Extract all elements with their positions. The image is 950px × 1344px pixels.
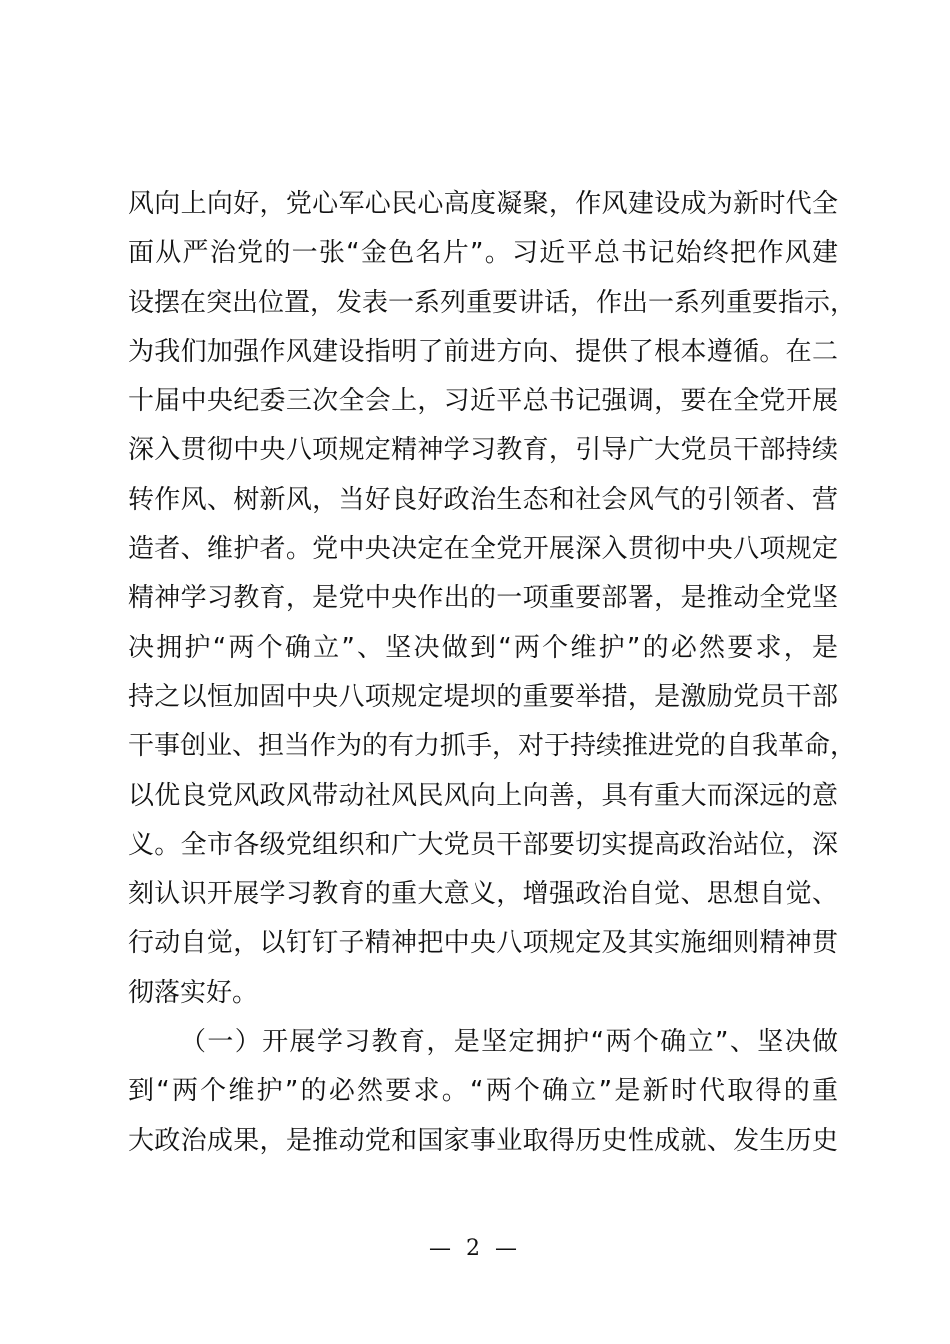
text-line: 刻认识开展学习教育的重大意义，增强政治自觉、思想自觉、 [128, 879, 838, 910]
text-line: 以优良党风政风带动社风民风向上向善，具有重大而深远的意 [128, 780, 838, 811]
page-number: — 2 — [429, 1236, 521, 1261]
text-line: 持之以恒加固中央八项规定堤坝的重要举措，是激励党员干部 [128, 681, 838, 712]
text-line: 为我们加强作风建设指明了前进方向、提供了根本遵循。在二 [128, 336, 838, 367]
text-line: 决拥护“两个确立”、坚决做到“两个维护”的必然要求，是 [128, 632, 838, 663]
text-line: 精神学习教育，是党中央作出的一项重要部署，是推动全党坚 [128, 583, 838, 614]
text-line: 行动自觉，以钉钉子精神把中央八项规定及其实施细则精神贯 [128, 928, 838, 959]
text-line: 设摆在突出位置，发表一系列重要讲话，作出一系列重要指示， [128, 287, 857, 318]
text-line: 到“两个维护”的必然要求。“两个确立”是新时代取得的重 [128, 1076, 838, 1107]
text-line: 义。全市各级党组织和广大党员干部要切实提高政治站位，深 [128, 829, 838, 860]
section-heading-line: （一）开展学习教育，是坚定拥护“两个确立”、坚决做 [180, 1027, 838, 1058]
text-line: 面从严治党的一张“金色名片”。习近平总书记始终把作风建 [128, 238, 838, 269]
text-line: 大政治成果，是推动党和国家事业取得历史性成就、发生历史 [128, 1125, 838, 1156]
text-line: 转作风、树新风，当好良好政治生态和社会风气的引领者、营 [128, 484, 838, 515]
text-line: 十届中央纪委三次全会上，习近平总书记强调，要在全党开展 [128, 386, 838, 417]
text-line: 造者、维护者。党中央决定在全党开展深入贯彻中央八项规定 [128, 534, 838, 565]
body-text [128, 180, 857, 1166]
text-line: 干事创业、担当作为的有力抓手，对于持续推进党的自我革命， [128, 731, 857, 762]
text-line: 彻落实好。 [128, 977, 259, 1008]
text-line: 风向上向好，党心军心民心高度凝聚，作风建设成为新时代全 [128, 189, 838, 219]
text-line: 深入贯彻中央八项规定精神学习教育，引导广大党员干部持续 [128, 435, 838, 466]
